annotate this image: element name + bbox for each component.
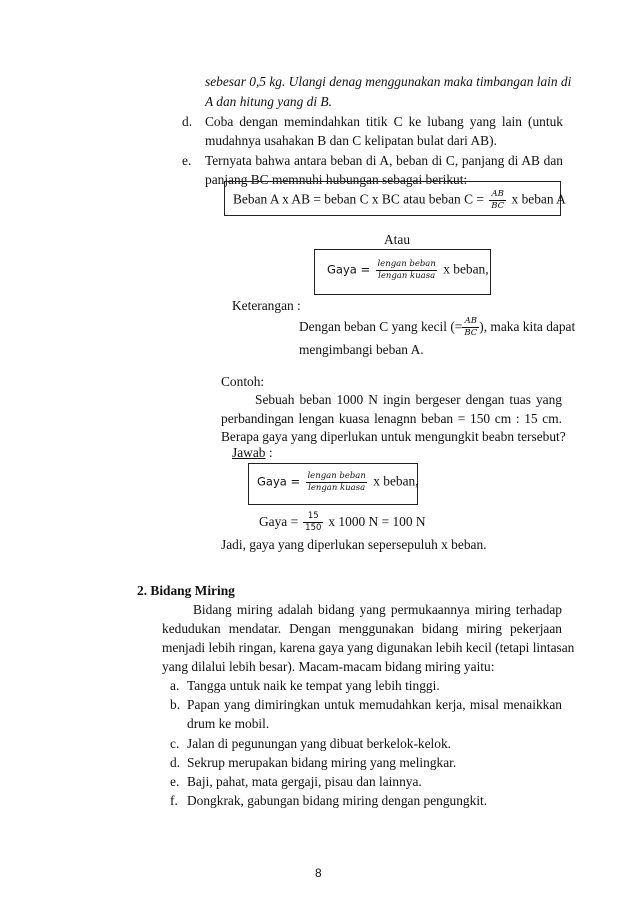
keterangan-line-1-suffix: ), maka kita dapat [479, 319, 576, 335]
section-2-heading: 2. Bidang Miring [137, 583, 235, 598]
keterangan-label: Keterangan : [232, 298, 301, 313]
calc-denominator: 150 [305, 522, 322, 533]
list-item-c-marker: c. [170, 736, 180, 751]
calc-suffix: x 1000 N = 100 N [328, 514, 426, 530]
list-item-b-line-1: Papan yang dimiringkan untuk memudahkan kerja, misal menaikkan [187, 697, 562, 712]
jawab-label: Jawab [232, 445, 266, 460]
formula-3-label: Gaya = [257, 474, 301, 489]
list-item-a-marker: a. [170, 678, 180, 693]
list-item-b-marker: b. [170, 697, 181, 712]
step-d-marker: d. [182, 114, 193, 129]
formula-1-suffix: x beban A [511, 191, 566, 207]
step-d-line-1: Coba dengan memindahkan titik C ke lubang yang lain (untuk [205, 114, 563, 129]
section-2-para-line-2: kedudukan mendatar. Dengan menggunakan bidang miring pekerjaan [162, 621, 562, 636]
formula-3-suffix: x beban, [373, 473, 419, 489]
list-item-e: Baji, pahat, mata gergaji, pisau dan lainnya. [187, 774, 422, 789]
formula-3-numerator: lengan beban [307, 471, 366, 481]
step-e-marker: e. [182, 153, 192, 168]
contoh-label: Contoh: [221, 374, 265, 389]
atau-label: Atau [384, 232, 411, 247]
intro-line-1: sebesar 0,5 kg. Ulangi denag menggunakan maka timbangan lain di [205, 74, 572, 89]
formula-1-fraction [489, 190, 506, 211]
calc-prefix: Gaya = [259, 514, 299, 530]
formula-2-numerator: lengan beban [377, 259, 436, 269]
formula-2-fraction [375, 260, 437, 281]
step-d-line-2: mudahnya usahakan B dan C kelipatan bulat dari AB). [205, 133, 497, 148]
list-item-d-marker: d. [170, 755, 181, 770]
formula-box-2 [314, 249, 491, 295]
formula-3-denominator: lengan kuasa [308, 482, 366, 493]
keterangan-denominator: BC [464, 327, 478, 338]
formula-3-fraction [305, 472, 367, 493]
formula-box-3 [248, 463, 418, 505]
keterangan-line-2: mengimbangi beban A. [299, 342, 424, 357]
calculation [259, 512, 426, 533]
list-item-d: Sekrup merupakan bidang miring yang melingkar. [187, 755, 457, 770]
keterangan-fraction [462, 317, 479, 338]
keterangan-line-1 [299, 316, 576, 338]
intro-line-2: A dan hitung yang di B. [205, 94, 332, 109]
formula-1-denominator: BC [491, 200, 505, 211]
conclusion: Jadi, gaya yang diperlukan sepersepuluh x beban. [221, 537, 487, 552]
formula-1 [233, 190, 566, 211]
step-e-line-1: Ternyata bahwa antara beban di A, beban di C, panjang di AB dan [205, 153, 563, 168]
contoh-line-2: perbandingan lengan kuasa lenagnn beban = 150 cm : 15 cm. [221, 411, 562, 426]
list-item-a: Tangga untuk naik ke tempat yang lebih tinggi. [187, 678, 440, 693]
keterangan-line-1-prefix: Dengan beban C yang kecil (= [299, 319, 463, 335]
jawab-colon: : [265, 445, 273, 460]
formula-1-numerator: AB [491, 189, 504, 199]
contoh-line-1: Sebuah beban 1000 N ingin bergeser dengan tuas yang [255, 392, 562, 407]
list-item-f-marker: f. [170, 793, 178, 808]
calc-numerator: 15 [307, 511, 319, 521]
list-item-e-marker: e. [170, 774, 180, 789]
formula-2-label: Gaya = [327, 262, 371, 277]
list-item-b-line-2: drum ke mobil. [187, 716, 270, 731]
section-2-para-line-1: Bidang miring adalah bidang yang permukaannya miring terhadap [193, 602, 562, 617]
list-item-c: Jalan di pegunungan yang dibuat berkelok-kelok. [187, 736, 452, 751]
step-e-line-2: panjang BC memnuhi hubungan sebagai berikut: [205, 172, 468, 187]
calc-fraction [303, 512, 323, 533]
contoh-line-3: Berapa gaya yang diperlukan untuk mengungkit beabn tersebut? [221, 429, 566, 444]
formula-3 [257, 472, 419, 493]
formula-2 [327, 260, 489, 281]
formula-box-1 [224, 181, 566, 216]
keterangan-numerator: AB [464, 316, 478, 326]
list-item-f: Dongkrak, gabungan bidang miring dengan pengungkit. [187, 793, 488, 808]
jawab [232, 445, 273, 461]
section-2-para-line-3: menjadi lebih ringan, karena gaya yang digunakan lebih kecil (tetapi lintasan [162, 640, 575, 655]
section-2-para-line-4: yang dilalui lebih besar). Macam-macam bidang miring yaitu: [162, 659, 495, 674]
formula-2-denominator: lengan kuasa [378, 270, 436, 281]
formula-1-prefix: Beban A x AB = beban C x BC atau beban C = [233, 191, 484, 207]
page-number: 8 [315, 866, 322, 880]
formula-2-suffix: x beban, [443, 261, 489, 277]
